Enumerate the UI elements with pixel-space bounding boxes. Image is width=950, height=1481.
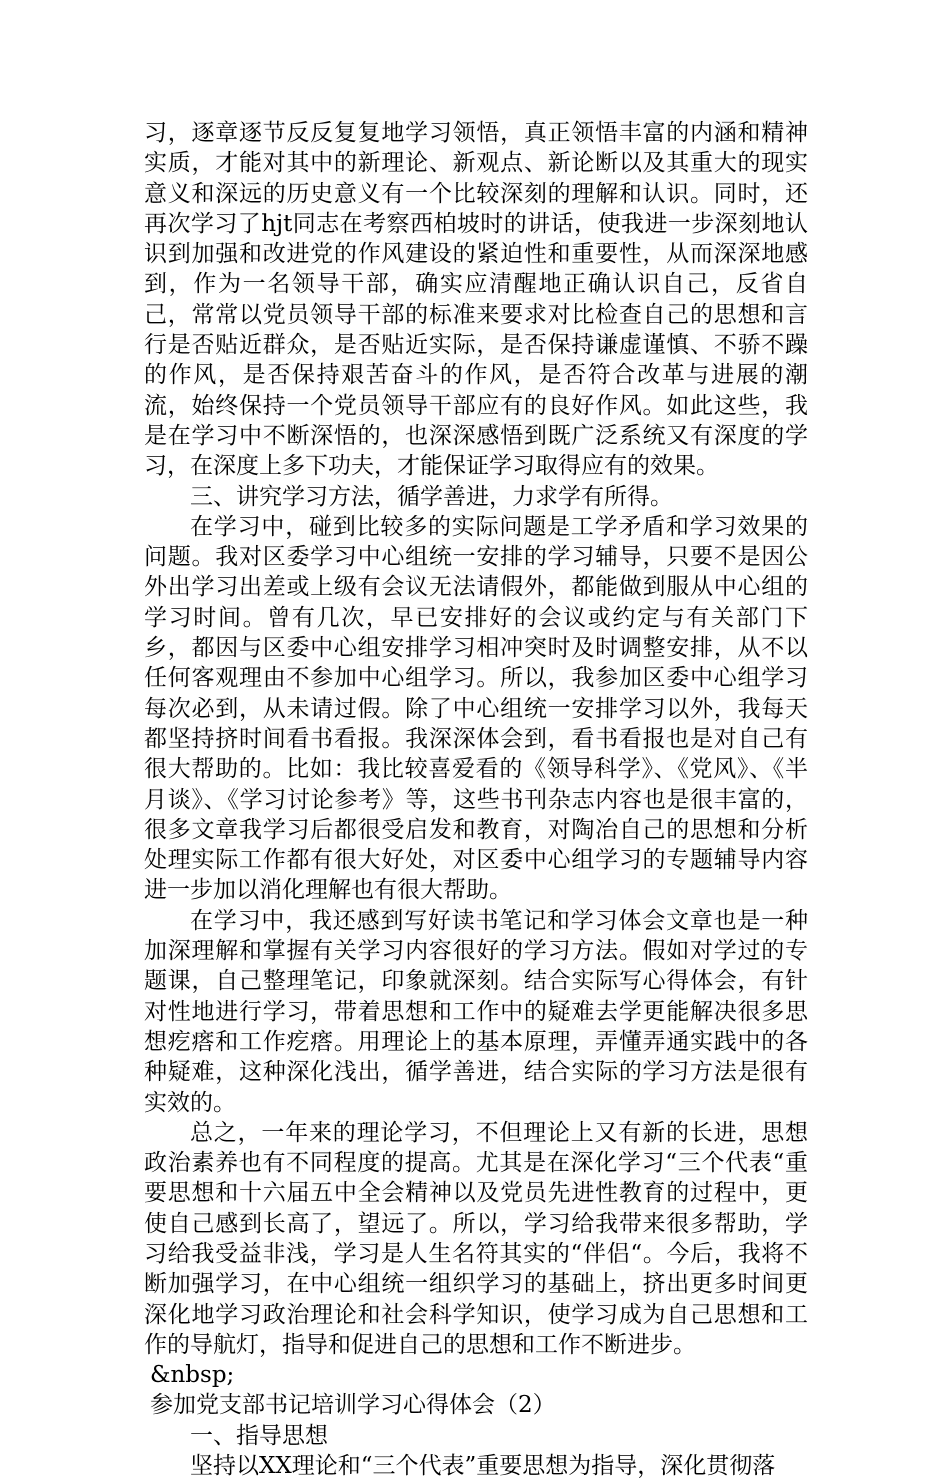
paragraph-reading-notes: 在学习中，我还感到写好读书笔记和学习体会文章也是一种加深理解和掌握有关学习内容很好的学习方法。假如对学过的专题课，自己整理笔记，印象就深刻。结合实际写心得体会，有针对性地进行学习，带着思想和工作中的疑难去学更能解决很多思想疙瘩和工作疙瘩。用理论上的基本原理，弄懂弄通实践中的各种疑难，这种深化浅出，循学善进，结合实际的学习方法是很有实效的。 (144, 907, 808, 1116)
nbsp-artifact: &nbsp; (150, 1362, 235, 1389)
section-heading-guiding-ideology: 一、指导思想 (190, 1422, 328, 1449)
paragraph-study-reflection: 习，逐章逐节反反复复地学习领悟，真正领悟丰富的内涵和精神实质，才能对其中的新理论、新观点、新论断以及其重大的现实意义和深远的历史意义有一个比较深刻的理解和认识。同时，还再次学习了hjt同志在考察西柏坡时的讲话，使我进一步深刻地认识到加强和改进党的作风建设的紧迫性和重要性，从而深深地感到，作为一名领导干部，确实应清醒地正确认识自己，反省自己，常常以党员领导干部的标准来要求对比检查自己的思想和言行是否贴近群众，是否贴近实际，是否保持谦虚谨慎、不骄不躁的作风，是否保持艰苦奋斗的作风，是否符合改革与进展的潮流，始终保持一个党员领导干部应有的良好作风。如此这些，我是在学习中不断深悟的，也深深感悟到既广泛系统又有深度的学习，在深度上多下功夫，才能保证学习取得应有的效果。 (144, 120, 808, 480)
paragraph-guiding-ideology: 坚持以XX理论和“三个代表”重要思想为指导，深化贯彻落 (190, 1453, 776, 1480)
article-title: 参加党支部书记培训学习心得体会（2） (150, 1392, 556, 1419)
paragraph-conclusion: 总之，一年来的理论学习，不但理论上又有新的长进，思想政治素养也有不同程度的提高。尤其是在深化学习“三个代表“重要思想和十六届五中全会精神以及党员先进性教育的过程中，更使自己感到长高了，望远了。所以，学习给我带来很多帮助，学习给我受益非浅，学习是人生名符其实的“伴侣“。今后，我将不断加强学习，在中心组统一组织学习的基础上，挤出更多时间更深化地学习政治理论和社会科学知识，使学习成为自己思想和工作的导航灯，指导和促进自己的思想和工作不断进步。 (144, 1119, 808, 1358)
paragraph-work-study-conflict: 在学习中，碰到比较多的实际问题是工学矛盾和学习效果的问题。我对区委学习中心组统一安排的学习辅导，只要不是因公外出学习出差或上级有会议无法请假外，都能做到服从中心组的学习时间。曾有几次，早已安排好的会议或约定与有关部门下乡，都因与区委中心组安排学习相冲突时及时调整安排，从不以任何客观理由不参加中心组学习。所以，我参加区委中心组学习每次必到，从未请过假。除了中心组统一安排学习以外，我每天都坚持挤时间看书看报。我深深体会到，看书看报也是对自己有很大帮助的。比如：我比较喜爱看的《领导科学》、《党风》、《半月谈》、《学习讨论参考》等，这些书刊杂志内容也是很丰富的，很多文章我学习后都很受启发和教育，对陶冶自己的思想和分析处理实际工作都有很大好处，对区委中心组学习的专题辅导内容进一步加以消化理解也有很大帮助。 (144, 513, 808, 904)
section-heading-study-method: 三、讲究学习方法，循学善进，力求学有所得。 (190, 483, 673, 510)
document-body (144, 118, 808, 1481)
